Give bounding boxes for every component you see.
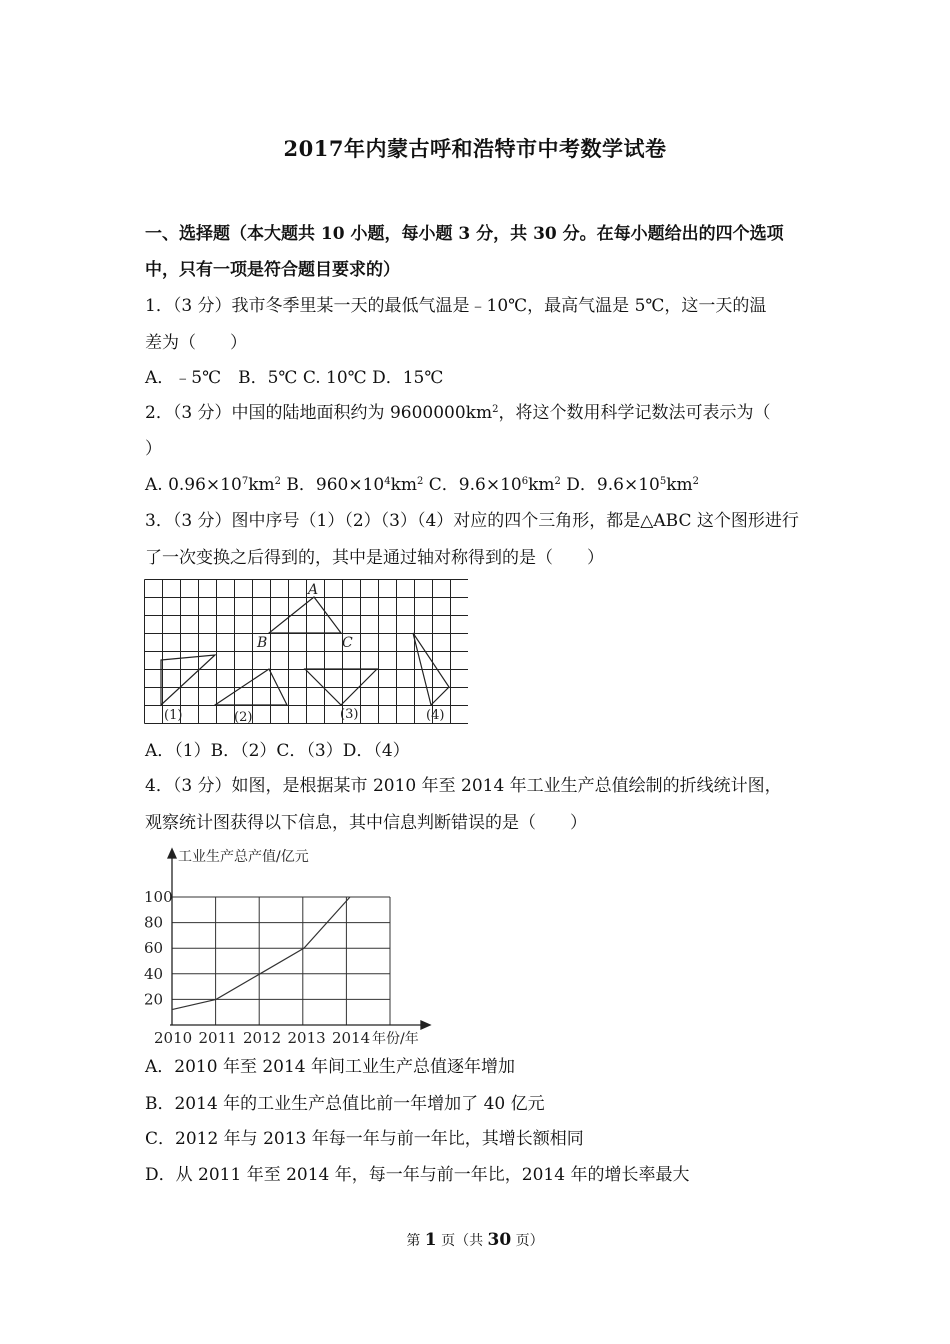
y-tick-label: 60 xyxy=(144,939,164,958)
q4-option-a: A．2010 年至 2014 年间工业生产总值逐年增加 xyxy=(145,1057,516,1077)
label-3: (3) xyxy=(340,707,359,722)
x-axis-arrow xyxy=(421,1021,430,1029)
q3-options: A．（1）B．（2）C．（3）D．（4） xyxy=(145,741,410,761)
y-axis-title: 工业生产总产值/亿元 xyxy=(178,849,309,865)
y-tick-label: 20 xyxy=(144,990,164,1009)
x-tick-label: 2010 xyxy=(154,1029,193,1045)
series-line xyxy=(172,897,350,1010)
y-axis-arrow xyxy=(168,849,176,858)
q4-stem-line2: 观察统计图获得以下信息，其中信息判断错误的是（ ） xyxy=(145,813,587,833)
page-title: 2017年内蒙古呼和浩特市中考数学试卷 xyxy=(283,136,667,161)
label-2: (2) xyxy=(234,710,253,725)
label-1: (1) xyxy=(164,708,183,723)
q2-stem-line1: 2．（3 分）中国的陆地面积约为 $9600000km^2$，将这个数用科学记数法可表示为（ xyxy=(145,403,771,423)
q1-stem-line1: 1．（3 分）我市冬季里某一天的最低气温是﹣10℃，最高气温是 5℃，这一天的温 xyxy=(145,296,767,316)
q3-stem-line1: 3．（3 分）图中序号（1）（2）（3）（4）对应的四个三角形，都是△ABC 这个图形进行 xyxy=(145,511,799,531)
q1-options: A．﹣5℃ B．5℃ C. 10℃ D．15℃ xyxy=(145,368,444,388)
triangle-1 xyxy=(161,655,215,705)
q4-line-chart xyxy=(140,845,440,1045)
q4-stem-line1: 4．（3 分）如图，是根据某市 2010 年至 2014 年工业生产总值绘制的折线统计图， xyxy=(145,776,782,796)
y-tick-label: 80 xyxy=(144,913,164,932)
label-c: C xyxy=(342,635,353,651)
q3-grid-figure xyxy=(144,579,468,725)
q3-stem-line2: 了一次变换之后得到的，其中是通过轴对称得到的是（ ） xyxy=(145,548,604,568)
x-tick-label: 2012 xyxy=(243,1029,282,1045)
label-b: B xyxy=(257,635,268,651)
page-footer: 第 1 页（共 30 页） xyxy=(406,1230,544,1250)
q2-options: A. $0.96\times 10^7km^2$ B．$960\times 10^4km^2$ C．$9.6\times 10^6km^2$ D．$9.6\times 10^5km^2$ xyxy=(145,475,700,495)
q4-option-c: C．2012 年与 2013 年每一年与前一年比，其增长额相同 xyxy=(145,1129,584,1149)
label-a: A xyxy=(308,582,319,598)
q4-option-d: D．从 2011 年至 2014 年，每一年与前一年比，2014 年的增长率最大 xyxy=(145,1165,690,1185)
q4-option-b: B．2014 年的工业生产总值比前一年增加了 40 亿元 xyxy=(145,1094,545,1114)
y-tick-label: 40 xyxy=(144,964,164,983)
x-tick-label: 2011 xyxy=(198,1029,237,1045)
y-tick-label: 100 xyxy=(144,888,173,906)
section-heading-line1: 一、选择题（本大题共 10 小题，每小题 3 分，共 30 分。在每小题给出的四个选项 xyxy=(145,224,784,244)
q1-stem-line2: 差为（ ） xyxy=(145,333,247,353)
section-heading-line2: 中，只有一项是符合题目要求的） xyxy=(145,260,400,280)
x-axis-title: 年份/年 xyxy=(372,1031,419,1045)
x-tick-label: 2014 xyxy=(332,1029,371,1045)
x-tick-label: 2013 xyxy=(287,1029,326,1045)
label-4: (4) xyxy=(426,708,445,723)
q2-stem-line2: ） xyxy=(145,439,162,459)
